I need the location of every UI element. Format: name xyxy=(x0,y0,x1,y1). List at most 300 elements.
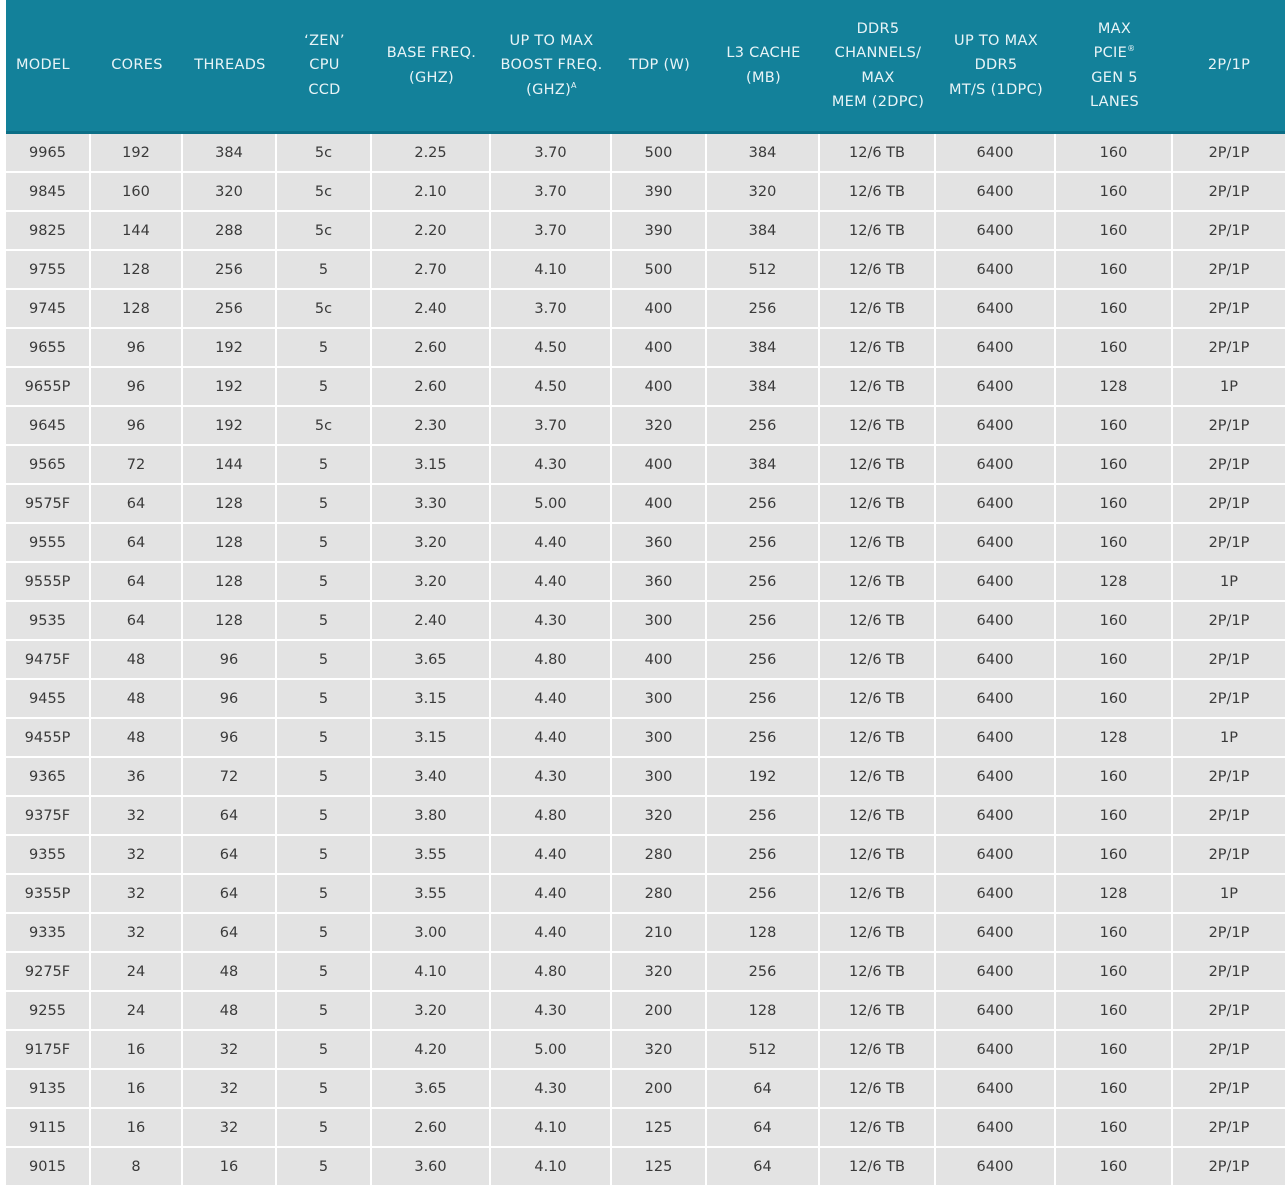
cell-zen-ccd: 5 xyxy=(277,563,372,602)
cell-socket: 2P/1P xyxy=(1173,1031,1285,1070)
cell-base-freq: 3.60 xyxy=(372,1148,491,1185)
cell-l3-cache: 512 xyxy=(707,251,820,290)
cell-cores: 48 xyxy=(91,641,183,680)
cell-ddr5-channels: 12/6 TB xyxy=(820,368,936,407)
cell-ddr5-channels: 12/6 TB xyxy=(820,485,936,524)
cell-base-freq: 2.60 xyxy=(372,329,491,368)
header-threads-line-1: THREADS xyxy=(194,57,266,74)
cell-socket: 2P/1P xyxy=(1173,212,1285,251)
cell-zen-ccd: 5 xyxy=(277,797,372,836)
cell-l3-cache: 384 xyxy=(707,329,820,368)
header-boost-line-3: (GHZ) xyxy=(526,81,572,98)
table-row xyxy=(6,368,1285,407)
cell-pcie-lanes: 160 xyxy=(1056,251,1173,290)
table-row xyxy=(6,1148,1285,1185)
cell-threads: 64 xyxy=(183,797,277,836)
header-base-line-2: (GHZ) xyxy=(409,69,454,86)
header-pcie-line-2: PCIE xyxy=(1093,45,1128,61)
cell-cores: 32 xyxy=(91,875,183,914)
cell-boost-freq: 4.30 xyxy=(491,602,612,641)
header-ddr5ch-line-1: DDR5 xyxy=(856,20,900,37)
cell-pcie-lanes: 160 xyxy=(1056,836,1173,875)
header-ddr5sp-line-2: DDR5 xyxy=(974,57,1018,74)
cell-ddr5-speed: 6400 xyxy=(936,680,1056,719)
cell-model: 9175F xyxy=(6,1031,91,1070)
header-ddr5sp-line-3: MT/S (1DPC) xyxy=(949,81,1043,98)
table-row xyxy=(6,485,1285,524)
cell-ddr5-channels: 12/6 TB xyxy=(820,680,936,719)
cell-ddr5-speed: 6400 xyxy=(936,875,1056,914)
cell-boost-freq: 4.30 xyxy=(491,446,612,485)
cell-zen-ccd: 5 xyxy=(277,680,372,719)
cell-zen-ccd: 5 xyxy=(277,719,372,758)
cell-cores: 128 xyxy=(91,290,183,329)
cell-tdp: 200 xyxy=(612,992,707,1031)
table-row xyxy=(6,563,1285,602)
cell-ddr5-channels: 12/6 TB xyxy=(820,1031,936,1070)
cell-tdp: 320 xyxy=(612,797,707,836)
cell-cores: 160 xyxy=(91,173,183,212)
cell-socket: 2P/1P xyxy=(1173,680,1285,719)
cell-base-freq: 2.10 xyxy=(372,173,491,212)
cell-l3-cache: 256 xyxy=(707,602,820,641)
cell-base-freq: 3.65 xyxy=(372,641,491,680)
cell-zen-ccd: 5 xyxy=(277,251,372,290)
cell-pcie-lanes: 160 xyxy=(1056,173,1173,212)
table-row xyxy=(6,797,1285,836)
header-ddr5ch-line-4: MEM (2DPC) xyxy=(831,94,925,110)
cell-boost-freq: 4.40 xyxy=(491,914,612,953)
cell-ddr5-speed: 6400 xyxy=(936,563,1056,602)
header-base-freq xyxy=(372,0,491,134)
cell-pcie-lanes: 160 xyxy=(1056,914,1173,953)
cell-socket: 2P/1P xyxy=(1173,836,1285,875)
cell-cores: 144 xyxy=(91,212,183,251)
cell-ddr5-channels: 12/6 TB xyxy=(820,719,936,758)
table-row xyxy=(6,524,1285,563)
cell-boost-freq: 4.80 xyxy=(491,953,612,992)
header-zen-line-3: CCD xyxy=(308,81,341,98)
cell-pcie-lanes: 160 xyxy=(1056,446,1173,485)
cell-base-freq: 4.20 xyxy=(372,1031,491,1070)
cell-tdp: 320 xyxy=(612,953,707,992)
cell-threads: 320 xyxy=(183,173,277,212)
cell-boost-freq: 3.70 xyxy=(491,407,612,446)
cell-base-freq: 3.65 xyxy=(372,1070,491,1109)
cell-boost-freq: 4.10 xyxy=(491,1109,612,1148)
cell-pcie-lanes: 160 xyxy=(1056,1070,1173,1109)
cell-ddr5-channels: 12/6 TB xyxy=(820,329,936,368)
header-pcie-line-3: GEN 5 xyxy=(1091,69,1138,86)
cell-pcie-lanes: 160 xyxy=(1056,992,1173,1031)
header-row xyxy=(6,0,1285,134)
registered-mark: ® xyxy=(1127,44,1136,54)
cell-boost-freq: 3.70 xyxy=(491,173,612,212)
cell-threads: 384 xyxy=(183,134,277,173)
cell-ddr5-speed: 6400 xyxy=(936,719,1056,758)
header-boost-freq xyxy=(491,0,612,134)
cell-model: 9355 xyxy=(6,836,91,875)
cell-base-freq: 2.30 xyxy=(372,407,491,446)
cell-boost-freq: 4.30 xyxy=(491,1070,612,1109)
cell-tdp: 390 xyxy=(612,212,707,251)
cell-ddr5-speed: 6400 xyxy=(936,524,1056,563)
cell-base-freq: 2.20 xyxy=(372,212,491,251)
header-ddr5sp-line-1: UP TO MAX xyxy=(954,32,1038,49)
cell-ddr5-speed: 6400 xyxy=(936,329,1056,368)
cell-l3-cache: 256 xyxy=(707,836,820,875)
cell-model: 9845 xyxy=(6,173,91,212)
cell-socket: 2P/1P xyxy=(1173,1070,1285,1109)
cell-tdp: 500 xyxy=(612,251,707,290)
cell-base-freq: 3.15 xyxy=(372,719,491,758)
cell-boost-freq: 3.70 xyxy=(491,212,612,251)
cell-pcie-lanes: 160 xyxy=(1056,524,1173,563)
cell-threads: 32 xyxy=(183,1109,277,1148)
cell-base-freq: 3.00 xyxy=(372,914,491,953)
cell-model: 9455P xyxy=(6,719,91,758)
cell-threads: 256 xyxy=(183,290,277,329)
cell-l3-cache: 256 xyxy=(707,641,820,680)
cell-base-freq: 2.70 xyxy=(372,251,491,290)
cell-ddr5-channels: 12/6 TB xyxy=(820,290,936,329)
cell-zen-ccd: 5 xyxy=(277,758,372,797)
table-row xyxy=(6,719,1285,758)
table-row xyxy=(6,680,1285,719)
cell-zen-ccd: 5 xyxy=(277,1031,372,1070)
cell-model: 9565 xyxy=(6,446,91,485)
cell-l3-cache: 256 xyxy=(707,290,820,329)
cell-threads: 192 xyxy=(183,329,277,368)
cell-ddr5-speed: 6400 xyxy=(936,797,1056,836)
cell-base-freq: 2.60 xyxy=(372,368,491,407)
cell-socket: 2P/1P xyxy=(1173,953,1285,992)
cell-base-freq: 3.20 xyxy=(372,524,491,563)
table-row xyxy=(6,173,1285,212)
cell-cores: 8 xyxy=(91,1148,183,1185)
cell-threads: 288 xyxy=(183,212,277,251)
cell-boost-freq: 4.50 xyxy=(491,329,612,368)
cell-ddr5-channels: 12/6 TB xyxy=(820,212,936,251)
cell-ddr5-channels: 12/6 TB xyxy=(820,914,936,953)
header-zen-line-1: ‘ZEN’ xyxy=(304,32,345,49)
header-socket xyxy=(1173,0,1285,134)
header-pcie-line-1: MAX xyxy=(1097,20,1132,37)
cell-tdp: 320 xyxy=(612,407,707,446)
header-socket-line-1: 2P/1P xyxy=(1207,57,1251,74)
cell-threads: 256 xyxy=(183,251,277,290)
cell-l3-cache: 320 xyxy=(707,173,820,212)
cell-l3-cache: 192 xyxy=(707,758,820,797)
header-boost-line-2: BOOST FREQ. xyxy=(500,57,603,74)
cell-threads: 64 xyxy=(183,914,277,953)
cell-ddr5-channels: 12/6 TB xyxy=(820,992,936,1031)
cell-ddr5-speed: 6400 xyxy=(936,368,1056,407)
cell-ddr5-speed: 6400 xyxy=(936,914,1056,953)
cell-model: 9745 xyxy=(6,290,91,329)
cell-boost-freq: 4.40 xyxy=(491,836,612,875)
cell-ddr5-channels: 12/6 TB xyxy=(820,251,936,290)
cell-boost-freq: 4.10 xyxy=(491,1148,612,1185)
cell-pcie-lanes: 160 xyxy=(1056,290,1173,329)
cell-ddr5-channels: 12/6 TB xyxy=(820,641,936,680)
table-row xyxy=(6,1070,1285,1109)
header-l3-cache xyxy=(707,0,820,134)
cell-threads: 96 xyxy=(183,641,277,680)
cell-cores: 32 xyxy=(91,836,183,875)
table-row xyxy=(6,407,1285,446)
cell-boost-freq: 5.00 xyxy=(491,485,612,524)
header-threads xyxy=(183,0,277,134)
cell-zen-ccd: 5 xyxy=(277,446,372,485)
header-l3-line-2: (MB) xyxy=(746,69,781,86)
cell-tdp: 200 xyxy=(612,1070,707,1109)
cell-cores: 72 xyxy=(91,446,183,485)
cell-base-freq: 3.15 xyxy=(372,680,491,719)
cell-tdp: 125 xyxy=(612,1148,707,1185)
cell-zen-ccd: 5 xyxy=(277,1148,372,1185)
cell-ddr5-channels: 12/6 TB xyxy=(820,524,936,563)
cell-ddr5-speed: 6400 xyxy=(936,1031,1056,1070)
cell-threads: 48 xyxy=(183,992,277,1031)
cell-socket: 2P/1P xyxy=(1173,641,1285,680)
cell-cores: 32 xyxy=(91,914,183,953)
cell-boost-freq: 4.40 xyxy=(491,680,612,719)
table-row xyxy=(6,875,1285,914)
cell-threads: 64 xyxy=(183,836,277,875)
cell-pcie-lanes: 160 xyxy=(1056,1109,1173,1148)
cell-ddr5-channels: 12/6 TB xyxy=(820,446,936,485)
cell-model: 9255 xyxy=(6,992,91,1031)
header-zen-ccd xyxy=(277,0,372,134)
cell-ddr5-speed: 6400 xyxy=(936,212,1056,251)
table-row xyxy=(6,836,1285,875)
cell-ddr5-channels: 12/6 TB xyxy=(820,1070,936,1109)
cell-socket: 1P xyxy=(1173,719,1285,758)
cell-zen-ccd: 5c xyxy=(277,173,372,212)
cell-ddr5-speed: 6400 xyxy=(936,407,1056,446)
cell-cores: 64 xyxy=(91,563,183,602)
cell-ddr5-speed: 6400 xyxy=(936,173,1056,212)
cell-threads: 72 xyxy=(183,758,277,797)
cell-tdp: 280 xyxy=(612,836,707,875)
table-row xyxy=(6,329,1285,368)
cell-l3-cache: 128 xyxy=(707,914,820,953)
cell-model: 9015 xyxy=(6,1148,91,1185)
cell-l3-cache: 512 xyxy=(707,1031,820,1070)
cell-pcie-lanes: 160 xyxy=(1056,953,1173,992)
cell-socket: 2P/1P xyxy=(1173,134,1285,173)
cell-ddr5-channels: 12/6 TB xyxy=(820,173,936,212)
cell-ddr5-speed: 6400 xyxy=(936,1148,1056,1185)
cell-l3-cache: 64 xyxy=(707,1148,820,1185)
cell-tdp: 360 xyxy=(612,563,707,602)
cell-ddr5-speed: 6400 xyxy=(936,134,1056,173)
cell-tdp: 280 xyxy=(612,875,707,914)
cell-cores: 96 xyxy=(91,407,183,446)
table-row xyxy=(6,290,1285,329)
cell-ddr5-speed: 6400 xyxy=(936,485,1056,524)
cell-pcie-lanes: 128 xyxy=(1056,563,1173,602)
table-row xyxy=(6,134,1285,173)
cell-tdp: 210 xyxy=(612,914,707,953)
cell-zen-ccd: 5 xyxy=(277,1070,372,1109)
cell-l3-cache: 128 xyxy=(707,992,820,1031)
cell-socket: 2P/1P xyxy=(1173,992,1285,1031)
cell-ddr5-channels: 12/6 TB xyxy=(820,953,936,992)
cell-pcie-lanes: 128 xyxy=(1056,368,1173,407)
header-pcie-lanes xyxy=(1056,0,1173,134)
cell-zen-ccd: 5c xyxy=(277,212,372,251)
cell-l3-cache: 384 xyxy=(707,368,820,407)
cell-ddr5-speed: 6400 xyxy=(936,602,1056,641)
cell-threads: 128 xyxy=(183,602,277,641)
cell-tdp: 300 xyxy=(612,719,707,758)
table-row xyxy=(6,641,1285,680)
header-tdp xyxy=(612,0,707,134)
cell-l3-cache: 256 xyxy=(707,524,820,563)
cell-ddr5-channels: 12/6 TB xyxy=(820,602,936,641)
cell-threads: 128 xyxy=(183,524,277,563)
cell-tdp: 300 xyxy=(612,680,707,719)
cell-cores: 128 xyxy=(91,251,183,290)
header-ddr5ch-line-3: MAX xyxy=(861,69,895,86)
cell-ddr5-speed: 6400 xyxy=(936,758,1056,797)
cell-model: 9355P xyxy=(6,875,91,914)
cell-cores: 96 xyxy=(91,329,183,368)
cell-threads: 192 xyxy=(183,407,277,446)
cell-model: 9965 xyxy=(6,134,91,173)
cell-socket: 2P/1P xyxy=(1173,173,1285,212)
cell-threads: 64 xyxy=(183,875,277,914)
cell-model: 9115 xyxy=(6,1109,91,1148)
cell-model: 9375F xyxy=(6,797,91,836)
cell-base-freq: 3.30 xyxy=(372,485,491,524)
cell-pcie-lanes: 160 xyxy=(1056,1031,1173,1070)
cell-socket: 2P/1P xyxy=(1173,758,1285,797)
table-body xyxy=(6,134,1285,1185)
cell-base-freq: 3.80 xyxy=(372,797,491,836)
cell-l3-cache: 64 xyxy=(707,1070,820,1109)
cell-l3-cache: 256 xyxy=(707,680,820,719)
cell-threads: 32 xyxy=(183,1031,277,1070)
cell-base-freq: 3.15 xyxy=(372,446,491,485)
cell-socket: 1P xyxy=(1173,368,1285,407)
cell-ddr5-speed: 6400 xyxy=(936,641,1056,680)
cell-base-freq: 2.40 xyxy=(372,602,491,641)
cell-pcie-lanes: 160 xyxy=(1056,758,1173,797)
cell-ddr5-channels: 12/6 TB xyxy=(820,1109,936,1148)
cell-boost-freq: 4.80 xyxy=(491,641,612,680)
header-model-line-1: MODEL xyxy=(16,57,70,74)
cell-cores: 16 xyxy=(91,1109,183,1148)
table-row xyxy=(6,1031,1285,1070)
cell-cores: 64 xyxy=(91,602,183,641)
header-base-line-1: BASE FREQ. xyxy=(386,45,477,61)
table-row xyxy=(6,212,1285,251)
cell-model: 9335 xyxy=(6,914,91,953)
cell-tdp: 360 xyxy=(612,524,707,563)
cell-boost-freq: 4.40 xyxy=(491,524,612,563)
cell-tdp: 320 xyxy=(612,1031,707,1070)
table-row xyxy=(6,914,1285,953)
cell-pcie-lanes: 160 xyxy=(1056,134,1173,173)
cell-zen-ccd: 5c xyxy=(277,290,372,329)
cell-ddr5-channels: 12/6 TB xyxy=(820,134,936,173)
cell-socket: 2P/1P xyxy=(1173,797,1285,836)
cell-base-freq: 2.40 xyxy=(372,290,491,329)
cell-ddr5-channels: 12/6 TB xyxy=(820,407,936,446)
cell-boost-freq: 4.40 xyxy=(491,563,612,602)
cell-ddr5-speed: 6400 xyxy=(936,446,1056,485)
cell-cores: 16 xyxy=(91,1031,183,1070)
cell-pcie-lanes: 160 xyxy=(1056,680,1173,719)
cell-model: 9655 xyxy=(6,329,91,368)
cell-socket: 2P/1P xyxy=(1173,329,1285,368)
cell-socket: 1P xyxy=(1173,563,1285,602)
cell-tdp: 400 xyxy=(612,290,707,329)
processor-spec-table xyxy=(6,0,1285,1185)
table-row xyxy=(6,992,1285,1031)
cell-l3-cache: 256 xyxy=(707,563,820,602)
cell-pcie-lanes: 160 xyxy=(1056,1148,1173,1185)
cell-pcie-lanes: 160 xyxy=(1056,329,1173,368)
cell-ddr5-speed: 6400 xyxy=(936,1109,1056,1148)
cell-zen-ccd: 5 xyxy=(277,602,372,641)
cell-cores: 192 xyxy=(91,134,183,173)
cell-zen-ccd: 5 xyxy=(277,329,372,368)
cell-model: 9575F xyxy=(6,485,91,524)
cell-zen-ccd: 5 xyxy=(277,485,372,524)
cell-threads: 128 xyxy=(183,563,277,602)
cell-socket: 2P/1P xyxy=(1173,290,1285,329)
cell-l3-cache: 256 xyxy=(707,719,820,758)
cell-threads: 96 xyxy=(183,719,277,758)
cell-boost-freq: 4.80 xyxy=(491,797,612,836)
cell-model: 9275F xyxy=(6,953,91,992)
header-cores xyxy=(91,0,183,134)
table-row xyxy=(6,953,1285,992)
cell-socket: 2P/1P xyxy=(1173,914,1285,953)
cell-cores: 32 xyxy=(91,797,183,836)
cell-zen-ccd: 5 xyxy=(277,875,372,914)
cell-boost-freq: 4.40 xyxy=(491,719,612,758)
table-row xyxy=(6,602,1285,641)
cell-cores: 64 xyxy=(91,485,183,524)
cell-socket: 1P xyxy=(1173,875,1285,914)
cell-ddr5-speed: 6400 xyxy=(936,992,1056,1031)
cell-model: 9535 xyxy=(6,602,91,641)
cell-model: 9365 xyxy=(6,758,91,797)
header-pcie-line-4: LANES xyxy=(1089,94,1140,110)
cell-tdp: 400 xyxy=(612,446,707,485)
cell-socket: 2P/1P xyxy=(1173,251,1285,290)
cell-model: 9655P xyxy=(6,368,91,407)
cell-tdp: 400 xyxy=(612,329,707,368)
header-zen-line-2: CPU xyxy=(309,57,340,74)
cell-threads: 32 xyxy=(183,1070,277,1109)
cell-tdp: 400 xyxy=(612,485,707,524)
cell-threads: 192 xyxy=(183,368,277,407)
cell-ddr5-speed: 6400 xyxy=(936,953,1056,992)
cell-socket: 2P/1P xyxy=(1173,1109,1285,1148)
cell-zen-ccd: 5c xyxy=(277,134,372,173)
cell-zen-ccd: 5c xyxy=(277,407,372,446)
header-model xyxy=(6,0,91,134)
cell-ddr5-channels: 12/6 TB xyxy=(820,1148,936,1185)
cell-boost-freq: 4.30 xyxy=(491,758,612,797)
cell-ddr5-channels: 12/6 TB xyxy=(820,563,936,602)
